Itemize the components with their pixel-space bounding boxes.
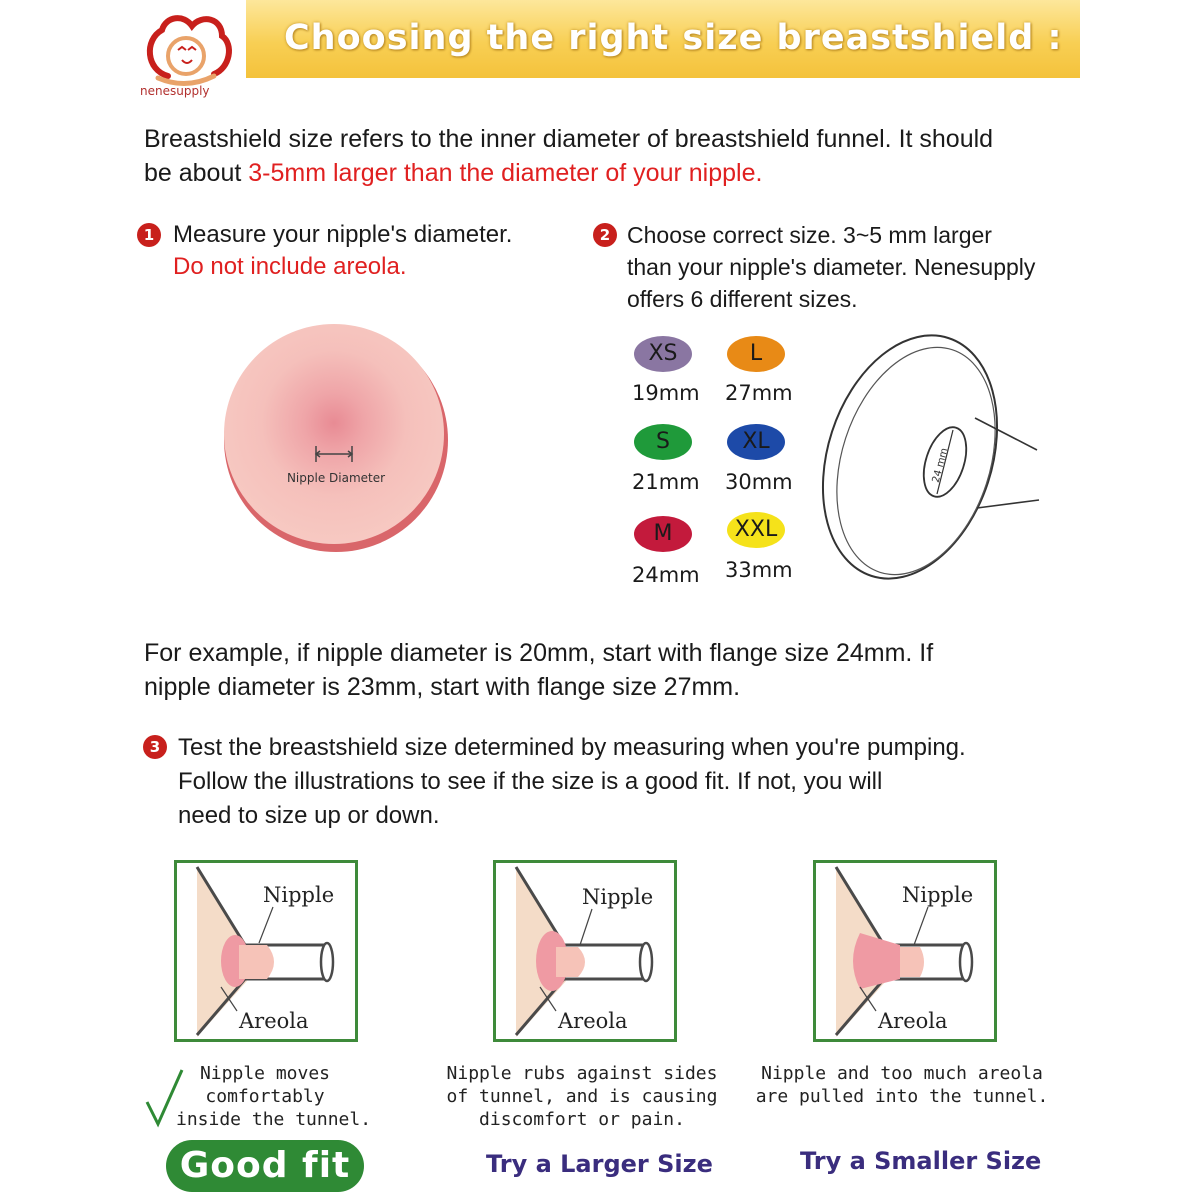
panel-smaller-areola-label: Areola [878, 1009, 948, 1033]
step-1-line-1: Measure your nipple's diameter. [173, 221, 513, 248]
size-xxl-mm: 33mm [725, 558, 793, 582]
try-larger-size-label: Try a Larger Size [486, 1150, 713, 1178]
step-2-badge: 2 [593, 223, 617, 247]
step-3-badge: 3 [143, 735, 167, 759]
step-1-text [173, 219, 512, 283]
panel-larger-nipple-label: Nipple [582, 885, 654, 909]
step-1-badge: 1 [137, 223, 161, 247]
title-banner [246, 0, 1080, 78]
step-1-warning: Do not include areola. [173, 253, 407, 280]
caption-larger [442, 1062, 722, 1131]
brand-name: nenesupply [140, 84, 210, 98]
caption-good-fit [176, 1062, 372, 1131]
shield-diameter-label: 24 mm [930, 446, 951, 484]
example-paragraph [144, 636, 933, 704]
intro-highlight: 3-5mm larger than the diameter of your nipple. [248, 159, 763, 187]
caption-larger-line-3: discomfort or pain. [479, 1109, 685, 1130]
caption-good-line-1: Nipple moves [199, 1063, 331, 1084]
size-xs-mm: 19mm [632, 381, 700, 405]
step-2-text [627, 219, 1035, 315]
fit-panel-too-large [813, 860, 997, 1042]
intro-line-1: Breastshield size refers to the inner diameter of breastshield funnel. It should [144, 125, 994, 153]
nipple-diameter-label: Nipple Diameter [286, 471, 386, 485]
example-line-2: nipple diameter is 23mm, start with flange size 27mm. [144, 673, 741, 701]
step-2-line-2: than your nipple's diameter. Nenesupply [627, 254, 1036, 280]
caption-larger-line-1: Nipple rubs against sides [446, 1063, 718, 1084]
good-fit-badge: Good fit [166, 1140, 364, 1192]
breastshield-outline-diagram [815, 322, 1045, 592]
step-2-line-3: offers 6 different sizes. [627, 286, 858, 312]
page-title: Choosing the right size breastshield : [284, 18, 1063, 58]
size-l-mm: 27mm [725, 381, 793, 405]
size-xxl-chip: XXL [727, 512, 785, 548]
caption-smaller-line-1: Nipple and too much areola [761, 1063, 1043, 1084]
size-xl-mm: 30mm [725, 470, 793, 494]
caption-good-line-3: inside the tunnel. [176, 1109, 372, 1130]
fit-panel-too-small [493, 860, 677, 1042]
step-3-line-2: Follow the illustrations to see if the size is a good fit. If not, you will [178, 768, 883, 795]
caption-smaller [752, 1062, 1052, 1108]
step-3-text [178, 731, 966, 833]
step-3-line-1: Test the breastshield size determined by measuring when you're pumping. [178, 734, 966, 761]
step-2-line-1: Choose correct size. 3~5 mm larger [627, 222, 992, 248]
size-s-mm: 21mm [632, 470, 700, 494]
intro-line-2 [144, 156, 993, 190]
try-smaller-size-label: Try a Smaller Size [800, 1147, 1042, 1175]
size-xl-chip: XL [727, 424, 785, 460]
size-s-chip: S [634, 424, 692, 460]
intro-paragraph [144, 122, 993, 190]
fit-panel-good [174, 860, 358, 1042]
size-m-chip: M [634, 516, 692, 552]
intro-line-2-start: be about [144, 159, 249, 187]
size-xs-chip: XS [634, 336, 692, 372]
nipple-diameter-diagram [218, 322, 458, 562]
panel-good-areola-label: Areola [239, 1009, 309, 1033]
size-m-mm: 24mm [632, 563, 700, 587]
caption-larger-line-2: of tunnel, and is causing [446, 1086, 718, 1107]
caption-smaller-line-2: are pulled into the tunnel. [755, 1086, 1049, 1107]
panel-larger-areola-label: Areola [558, 1009, 628, 1033]
size-l-chip: L [727, 336, 785, 372]
panel-good-nipple-label: Nipple [263, 883, 335, 907]
panel-smaller-nipple-label: Nipple [902, 883, 974, 907]
step-3-line-3: need to size up or down. [178, 802, 440, 829]
caption-good-line-2: comfortably [205, 1086, 325, 1107]
example-line-1: For example, if nipple diameter is 20mm, start with flange size 24mm. If [144, 639, 934, 667]
